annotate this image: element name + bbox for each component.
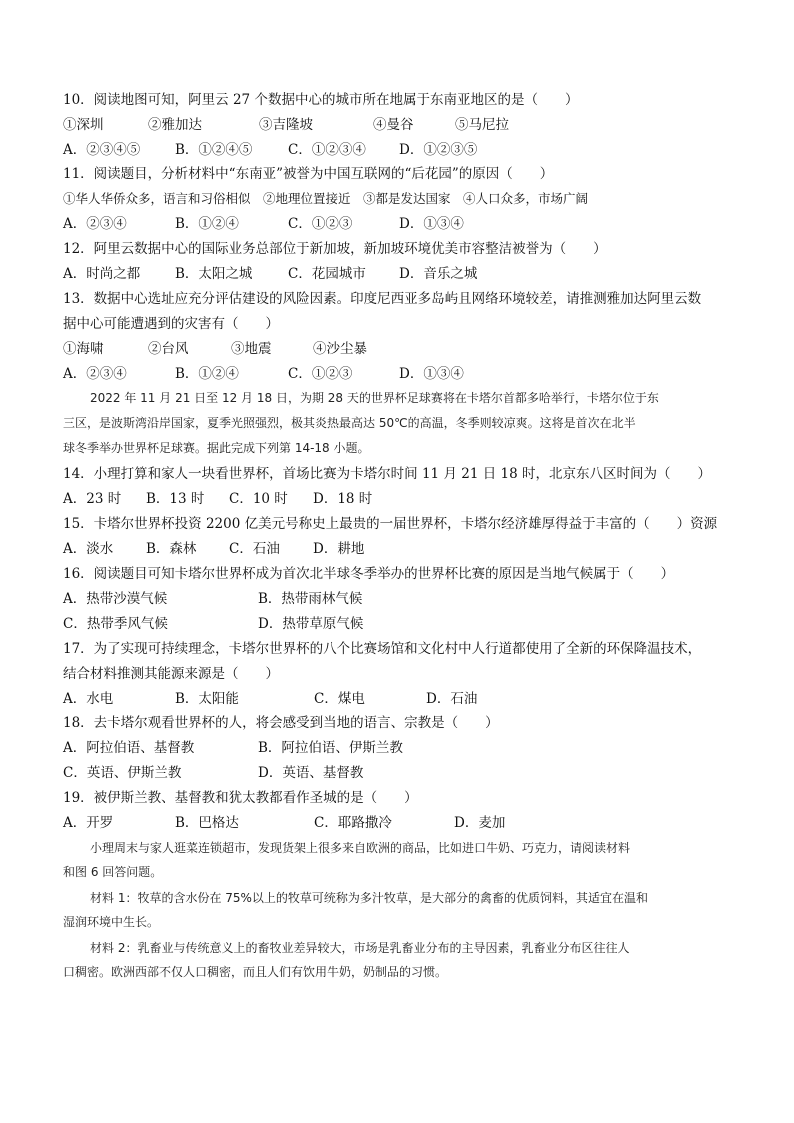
dairy-intro-line2: 和图 6 回答问题。 [63,865,163,879]
q13-stem-line2: 据中心可能遭遇到的灾害有（ ） [63,316,279,332]
q11-option-d: D．①③④ [399,216,464,232]
q19-option-c: C．耶路撒冷 [314,815,392,831]
dairy-material1-line1: 材料 1：牧草的含水份在 75%以上的牧草可统称为多汁牧草，是大部分的禽畜的优质饲料，其适宜在温和 [90,891,648,905]
q19-option-d: D．麦加 [454,815,506,831]
q10-stem: 10．阅读地图可知，阿里云 27 个数据中心的城市所在地属于东南亚地区的是（ ） [63,92,579,108]
q13-item: ②台风 [148,341,189,357]
q10-option-a: A．②③④⑤ [63,142,141,158]
q18-stem: 18．去卡塔尔观看世界杯的人，将会感受到当地的语言、宗教是（ ） [63,715,499,731]
dairy-intro-line1: 小理周末与家人逛菜连锁超市，发现货架上很多来自欧洲的商品，比如进口牛奶、巧克力，请阅读材料 [90,841,631,855]
q15-stem: 15．卡塔尔世界杯投资 2200 亿美元号称史上最贵的一届世界杯，卡塔尔经济雄厚得益于丰富的（ ）资源 [63,516,718,532]
worldcup-material-line1: 2022 年 11 月 21 日至 12 月 18 日，为期 28 天的世界杯足球赛将在卡塔尔首都多哈举行，卡塔尔位于东 [90,391,659,405]
q17-option-d: D．石油 [426,691,478,707]
q16-option-c: C．热带季风气候 [63,616,168,632]
q18-option-b: B．阿拉伯语、伊斯兰教 [258,740,403,756]
q14-stem: 14．小理打算和家人一块看世界杯，首场比赛为卡塔尔时间 11 月 21 日 18 时，北京东八区时间为（ ） [63,466,711,482]
q12-option-a: A．时尚之都 [63,266,141,282]
q15-option-d: D．耕地 [313,541,365,557]
worldcup-material-line2: 三区，是波斯湾沿岸国家，夏季光照强烈，极其炎热最高达 50℃的高温，冬季则较凉爽。这将是首次在北半 [63,416,636,430]
q18-option-d: D．英语、基督教 [258,765,364,781]
q11-stem: 11．阅读题目，分析材料中“东南亚”被誉为中国互联网的“后花园”的原因（ ） [63,166,554,182]
q10-option-b: B．①②④⑤ [175,142,253,158]
q13-item: ①海啸 [63,341,104,357]
q10-item: ②雅加达 [148,117,202,133]
q18-option-a: A．阿拉伯语、基督教 [63,740,195,756]
q10-option-d: D．①②③⑤ [399,142,478,158]
q19-stem: 19．被伊斯兰教、基督教和犹太教都看作圣城的是（ ） [63,790,418,806]
q12-option-c: C．花园城市 [288,266,366,282]
q14-option-b: B．13 时 [146,491,205,507]
q18-option-c: C．英语、伊斯兰教 [63,765,182,781]
q13-option-d: D．①③④ [399,366,464,382]
q13-item: ③地震 [231,341,272,357]
q12-stem: 12．阿里云数据中心的国际业务总部位于新加坡，新加坡环境优美市容整洁被誉为（ ） [63,241,607,257]
q12-option-d: D．音乐之城 [399,266,478,282]
q10-item: ④曼谷 [373,117,414,133]
q14-option-d: D．18 时 [313,491,373,507]
q13-option-a: A．②③④ [63,366,127,382]
q15-option-a: A．淡水 [63,541,114,557]
q19-option-b: B．巴格达 [175,815,239,831]
dairy-material2-line1: 材料 2：乳畜业与传统意义上的畜牧业差异较大，市场是乳畜业分布的主导因素，乳畜业分布区往往人 [90,941,630,955]
q17-option-b: B．太阳能 [175,691,239,707]
q13-option-c: C．①②③ [288,366,353,382]
q11-option-b: B．①②④ [175,216,239,232]
q17-option-c: C．煤电 [314,691,365,707]
q13-option-b: B．①②④ [175,366,239,382]
worldcup-material-line3: 球冬季举办世界杯足球赛。据此完成下列第 14-18 小题。 [63,441,370,455]
q11-items: ①华人华侨众多，语言和习俗相似 ②地理位置接近 ③都是发达国家 ④人口众多，市场广阔 [63,191,589,206]
q17-option-a: A．水电 [63,691,114,707]
q10-item: ⑤马尼拉 [455,117,509,133]
q15-option-b: B．森林 [146,541,197,557]
q11-option-c: C．①②③ [288,216,353,232]
q10-item: ①深圳 [63,117,104,133]
q17-stem-line2: 结合材料推测其能源来源是（ ） [63,666,279,682]
q16-option-b: B．热带雨林气候 [258,591,363,607]
q15-option-c: C．石油 [229,541,280,557]
q17-stem-line1: 17．为了实现可持续理念，卡塔尔世界杯的八个比赛场馆和文化村中人行道都使用了全新的环保降温技术， [63,641,702,657]
q14-option-c: C．10 时 [229,491,288,507]
q12-option-b: B．太阳之城 [175,266,253,282]
q10-item: ③吉隆坡 [259,117,313,133]
q19-option-a: A．开罗 [63,815,114,831]
dairy-material1-line2: 湿润环境中生长。 [63,915,160,929]
dairy-material2-line2: 口稠密。欧洲西部不仅人口稠密，而且人们有饮用牛奶，奶制品的习惯。 [63,965,448,979]
q11-option-a: A．②③④ [63,216,127,232]
q16-option-a: A．热带沙漠气候 [63,591,168,607]
q10-option-c: C．①②③④ [288,142,366,158]
q16-option-d: D．热带草原气候 [258,616,364,632]
q14-option-a: A．23 时 [63,491,122,507]
q13-item: ④沙尘暴 [313,341,367,357]
q16-stem: 16．阅读题目可知卡塔尔世界杯成为首次北半球冬季举办的世界杯比赛的原因是当地气候属于（ ） [63,566,675,582]
q13-stem-line1: 13．数据中心选址应充分评估建设的风险因素。印度尼西亚多岛屿且网络环境较差，请推测雅加达阿里云数 [63,291,702,307]
